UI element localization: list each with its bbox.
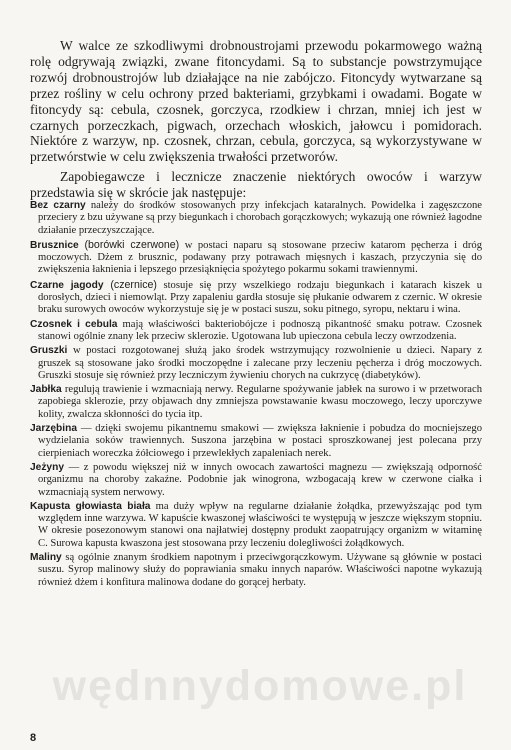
entry-note: (czernice) xyxy=(103,278,157,291)
entry-term: Jabłka xyxy=(30,384,62,396)
entries-list xyxy=(30,200,482,591)
entry-jezyny xyxy=(30,462,482,499)
entry-maliny xyxy=(30,552,482,589)
entry-text: w postaci rozgotowanej służą jako środek wstrzymujący rozwolnienie u dzieci. Napary z gruszek są stosowane jako środki moczopędne i zalecane przy leczeniu pęcherza i dróg moczowych. Gruszki stosuje się również przy leczniczym żywieniu chorych na cukrzycę (diabetyków). xyxy=(38,345,482,381)
entry-text: ma duży wpływ na regularne działanie żołądka, przewyższając pod tym względem inne warzywa. W kapuście kwaszonej właściwości te występują w jeszcze większym stopniu. W okresie posezonowym stanowi ona najłatwiej dostępny produkt zaopatrujący organizm w witaminę C. Surowa kapusta kwaszona jest stosowana przy leczeniu dolegliwości żołądkowych. xyxy=(38,500,483,549)
entry-term: Maliny xyxy=(30,552,62,564)
entry-text: mają właściwości bakteriobójcze i podnoszą pikantność smaku potraw. Czosnek stanowi ogólnie znany lek przeciw sklerozie. Ugotowana lub upieczona cebula leczy owrzodzenia. xyxy=(38,318,482,342)
intro-paragraph-2: Zapobiegawcze i lecznicze znaczenie niektórych owoców i warzyw przedstawia się w skrócie jak następuje: xyxy=(30,169,482,201)
entry-text: regulują trawienie i wzmacniają nerwy. Regularne spożywanie jabłek na surowo i w przetworach zapobiega sklerozie, przy objawach dny zmniejsza powstawanie kwasu moczowego, leczy uporczywe kolity, zwalcza skłonności do tycia itp. xyxy=(38,384,482,420)
entry-jablka xyxy=(30,384,482,421)
entry-term: Gruszki xyxy=(30,345,68,357)
entry-text: w postaci naparu są stosowane przeciw katarom pęcherza i dróg moczowych. Dżem z brusznic, podawany przy potrawach mięsnych i kaszach, przyczynia się do zwiększenia łaknienia i lepszego przesiąknięcia spożytego pokarmu sokami trawiennymi. xyxy=(38,239,482,276)
entry-gruszki xyxy=(30,345,482,382)
entry-kapusta xyxy=(30,501,482,550)
entry-term: Kapusta głowiasta biała xyxy=(30,500,151,512)
entry-text: — z powodu większej niż w innych owocach zawartości magnezu — zwiększają odporność organizmu na choroby zakaźne. Podobnie jak winogrona, wzbogacają krew w czerwone ciałka i wzmacniają system nerwowy. xyxy=(38,461,482,498)
entry-brusznice xyxy=(30,239,482,277)
entry-czarne-jagody xyxy=(30,279,482,317)
entry-text: — dzięki swojemu pikantnemu smakowi — zwiększa łaknienie i pobudza do mocniejszego wydzielania soków trawiennych. Suszona jarzębina w postaci sproszkowanej jest polecana przy cierpieniach woreczka żółciowego i przewlekłych zapaleniach nerek. xyxy=(38,423,482,459)
entry-term: Czarne jagody xyxy=(30,279,104,291)
watermark: wędnnydomowe.pl xyxy=(52,662,468,710)
page-number: 8 xyxy=(30,732,37,744)
entry-text: są ogólnie znanym środkiem napotnym i przeciwgorączkowym. Używane są głównie w postaci suszu. Syrop malinowy służy do poprawiania smaku innych naparów. Właściwości napotne wykazują również dżem i konfitura malinowa dodane do gorącej herbaty. xyxy=(38,552,482,588)
entry-term: Jarzębina xyxy=(30,423,77,435)
intro-text xyxy=(30,38,482,201)
entry-jarzebina xyxy=(30,423,482,460)
entry-term: Brusznice xyxy=(30,239,79,251)
entry-term: Czosnek i cebula xyxy=(30,318,118,330)
intro-paragraph-1: W walce ze szkodliwymi drobnoustrojami przewodu pokarmowego ważną rolę odgrywają związki, zwane fitoncydami. Są to substancje powstrzymujące rozwój drobnoustrojów lub działające na nie zabójczo. Fitoncydy wytwarzane są przez rośliny w celu ochrony przed bakteriami, grzybkami i owadami. Bogate w fitoncydy są: cebula, czosnek, gorczyca, rzodkiew i chrzan, mniej ich jest w czarnych porzeczkach, pigwach, orzechach włoskich, jałowcu i pomidorach. Niektóre z warzyw, np. czosnek, chrzan, cebula, gorczyca, są wykorzystywane w przetwórstwie w celu zwiększenia trwałości przetworów. xyxy=(30,38,482,165)
entry-text: stosuje się przy wszelkiego rodzaju biegunkach i katarach kiszek u dorosłych, dzieci i niemowląt. Przy zapaleniu gardła stosuje się płukanie odwarem z czernic. W okresie braku surowych owoców wykorzystuje się je w postaci suszu, soku pitnego, syropu, nektaru i wina. xyxy=(38,279,482,316)
entry-note: (borówki czerwone) xyxy=(78,238,180,251)
entry-term: Bez czarny xyxy=(30,200,86,211)
entry-term: Jeżyny xyxy=(30,461,64,473)
entry-bez-czarny xyxy=(30,200,482,237)
entry-czosnek-i-cebula xyxy=(30,319,482,344)
entry-text: należy do środków stosowanych przy infekcjach kataralnych. Powidelka i zagęszczone przeciery z bzu używane są przy biegunkach i chorobach gorączkowych; wykazują one również łagodne działanie przeczyszczające. xyxy=(38,200,482,236)
